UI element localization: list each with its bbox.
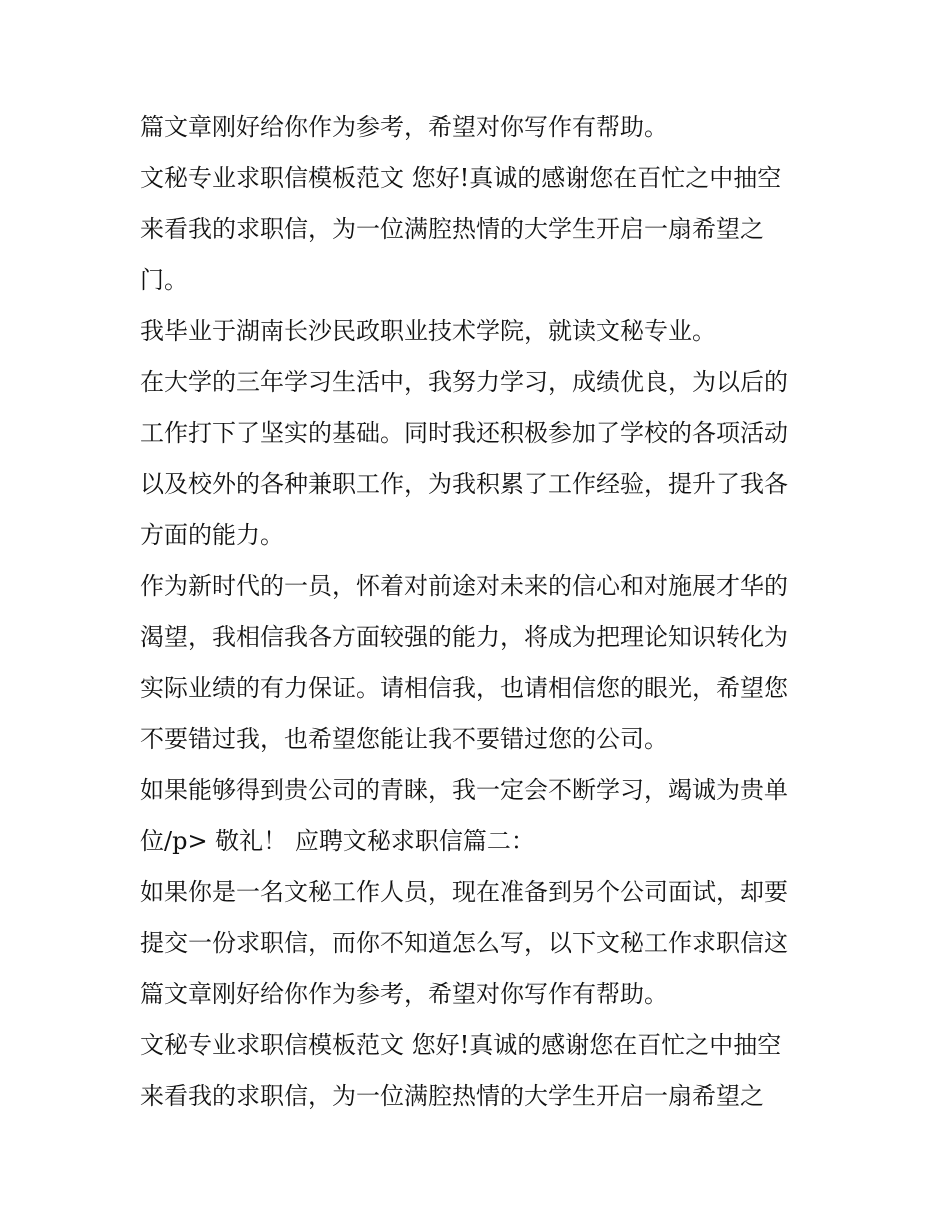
- text-line: 方面的能力。: [140, 521, 284, 549]
- text-line: 不要错过我，也希望您能让我不要错过您的公司。: [140, 725, 668, 753]
- text-line: 我毕业于湖南长沙民政职业技术学院，就读文秘专业。: [140, 317, 716, 345]
- text-line: 在大学的三年学习生活中，我努力学习，成绩优良，为以后的: [140, 368, 788, 396]
- text-line: 实际业绩的有力保证。请相信我，也请相信您的眼光，希望您: [140, 674, 788, 702]
- text-line: 工作打下了坚实的基础。同时我还积极参加了学校的各项活动: [140, 419, 788, 447]
- text-line: 渴望，我相信我各方面较强的能力，将成为把理论知识转化为: [140, 623, 788, 651]
- text-line: 门。: [140, 266, 188, 294]
- text-line: 篇文章刚好给你作为参考，希望对你写作有帮助。: [140, 980, 668, 1008]
- text-line: 提交一份求职信，而你不知道怎么写，以下文秘工作求职信这: [140, 929, 788, 957]
- text-line: 来看我的求职信，为一位满腔热情的大学生开启一扇希望之: [140, 1082, 764, 1110]
- document-body: [140, 102, 830, 1122]
- text-line: 如果能够得到贵公司的青睐，我一定会不断学习，竭诚为贵单: [140, 776, 788, 804]
- text-line: 来看我的求职信，为一位满腔热情的大学生开启一扇希望之: [140, 215, 764, 243]
- text-line: 如果你是一名文秘工作人员，现在准备到另个公司面试，却要: [140, 878, 788, 906]
- text-line: 以及校外的各种兼职工作，为我积累了工作经验，提升了我各: [140, 470, 788, 498]
- text-line: 文秘专业求职信模板范文 您好!真诚的感谢您在百忙之中抽空: [140, 164, 782, 192]
- text-line: 位/p> 敬礼！ 应聘文秘求职信篇二：: [140, 827, 535, 855]
- text-line: 文秘专业求职信模板范文 您好!真诚的感谢您在百忙之中抽空: [140, 1031, 782, 1059]
- text-line: 篇文章刚好给你作为参考，希望对你写作有帮助。: [140, 113, 668, 141]
- text-line: 作为新时代的一员，怀着对前途对未来的信心和对施展才华的: [140, 572, 788, 600]
